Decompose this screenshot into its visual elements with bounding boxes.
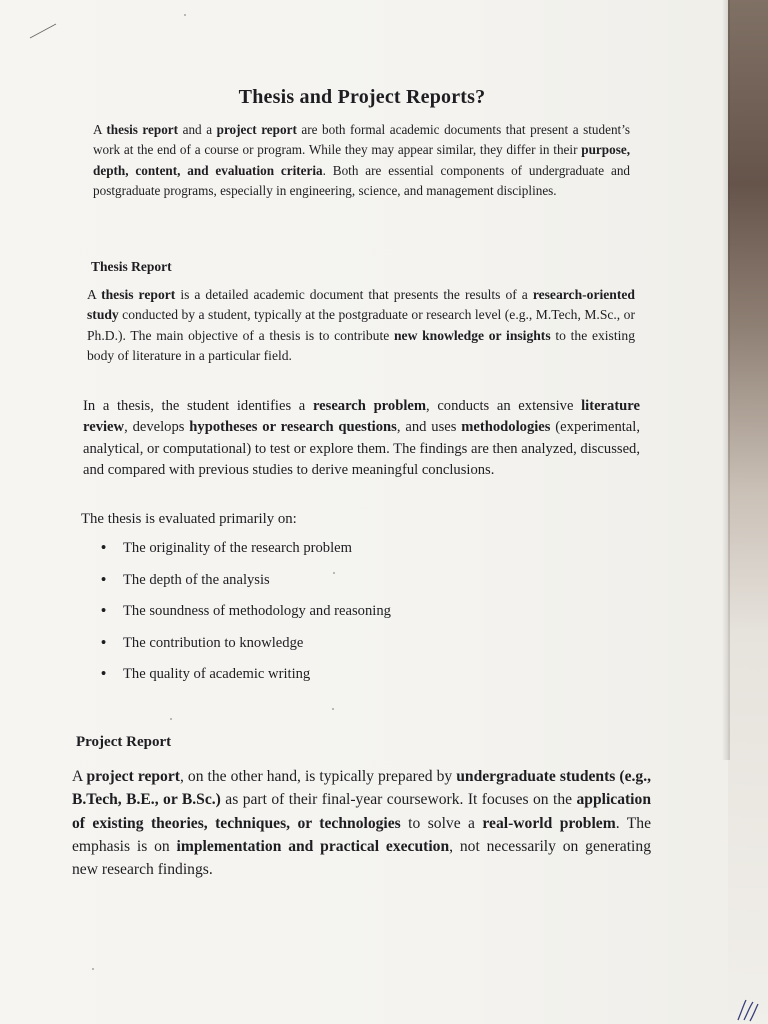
dust-speck <box>333 572 335 574</box>
emphasized-text: methodologies <box>461 419 551 436</box>
list-item <box>101 666 391 698</box>
criterion-text: The depth of the analysis <box>123 571 270 588</box>
body-text: . Both are essential components of undergraduate and postgraduate programs, especially in engineering, science, and management disciplines. <box>93 162 631 199</box>
dust-speck <box>170 718 172 720</box>
body-text: . The emphasis is on <box>72 814 651 855</box>
body-text: are both formal academic documents that present a student’s work at the end of a course or program. While they may appear similar, they differ in their <box>93 122 630 158</box>
intro-paragraph <box>93 120 630 202</box>
bullet-icon: • <box>101 666 107 683</box>
project-paragraph <box>72 765 651 881</box>
page-fold-shade <box>722 0 730 760</box>
body-text: (experimental, analytical, or computational) to test or explore them. The findings are then analyzed, discussed, and compared with previous studies to derive meaningful conclusions. <box>83 419 640 478</box>
bullet-icon: • <box>101 603 107 620</box>
criterion-text: The contribution to knowledge <box>123 634 304 651</box>
dust-speck <box>92 968 94 970</box>
thesis-section-heading: Thesis Report <box>91 259 172 274</box>
thesis-paragraph-process <box>83 396 640 481</box>
dust-speck <box>184 14 186 16</box>
emphasized-text: hypotheses or research questions <box>189 419 397 436</box>
emphasized-text: application of existing theories, techniques, or technologies <box>72 791 651 832</box>
body-text: and a <box>178 122 217 137</box>
body-text: as part of their final-year coursework. It focuses on the <box>220 791 577 809</box>
emphasized-text: research problem <box>312 398 427 414</box>
body-text: A <box>87 287 102 302</box>
list-item <box>101 603 391 635</box>
body-text: A <box>93 122 107 137</box>
body-text: A <box>72 768 87 785</box>
list-item <box>101 540 391 572</box>
page-title: Thesis and Project Reports? <box>238 86 486 108</box>
criterion-text: The soundness of methodology and reasoning <box>123 603 391 620</box>
body-text: , on the other hand, is typically prepared by <box>179 768 457 785</box>
body-text: to the existing body of literature in a particular field. <box>87 327 635 364</box>
body-text: conducted by a student, typically at the postgraduate or research level (e.g., M.Tech, M.Sc., or Ph.D.). The main objective of a thesis is to contribute <box>87 307 635 343</box>
dust-speck <box>332 708 334 710</box>
evaluation-criteria-list <box>101 540 391 698</box>
emphasized-text: new knowledge or insights <box>393 327 551 343</box>
emphasized-text: real-world problem <box>482 814 616 832</box>
thesis-paragraph-definition <box>87 285 635 367</box>
bullet-icon: • <box>101 634 107 651</box>
emphasized-text: implementation and practical execution <box>176 837 450 855</box>
evaluation-intro: The thesis is evaluated primarily on: <box>81 511 297 527</box>
project-section-heading: Project Report <box>76 734 172 750</box>
criterion-text: The originality of the research problem <box>123 540 352 556</box>
emphasized-text: project report <box>216 122 297 137</box>
list-item <box>101 635 391 667</box>
page-edge-shadow <box>728 0 768 1024</box>
emphasized-text: thesis report <box>106 122 179 137</box>
bullet-icon: • <box>101 571 107 588</box>
body-text: , and uses <box>396 419 462 436</box>
list-item <box>101 572 391 604</box>
emphasized-text: thesis report <box>101 287 176 302</box>
handwriting-mark-icon <box>734 996 760 1022</box>
pen-mark-icon <box>28 22 58 40</box>
bullet-icon: • <box>101 540 107 556</box>
body-text: to solve a <box>400 814 483 832</box>
emphasized-text: project report <box>86 768 180 785</box>
emphasized-text: undergraduate students (e.g., B.Tech, B.E., or B.Sc.) <box>72 768 651 809</box>
body-text: is a detailed academic document that presents the results of a <box>175 287 533 302</box>
criterion-text: The quality of academic writing <box>123 666 311 683</box>
body-text: , develops <box>124 419 190 436</box>
body-text: In a thesis, the student identifies a <box>83 398 313 414</box>
body-text: , not necessarily on generating new research findings. <box>72 837 651 879</box>
body-text: , conducts an extensive <box>426 398 582 414</box>
emphasized-text: literature review <box>83 398 640 436</box>
emphasized-text: purpose, depth, content, and evaluation criteria <box>93 142 630 178</box>
emphasized-text: research-oriented study <box>87 287 635 323</box>
